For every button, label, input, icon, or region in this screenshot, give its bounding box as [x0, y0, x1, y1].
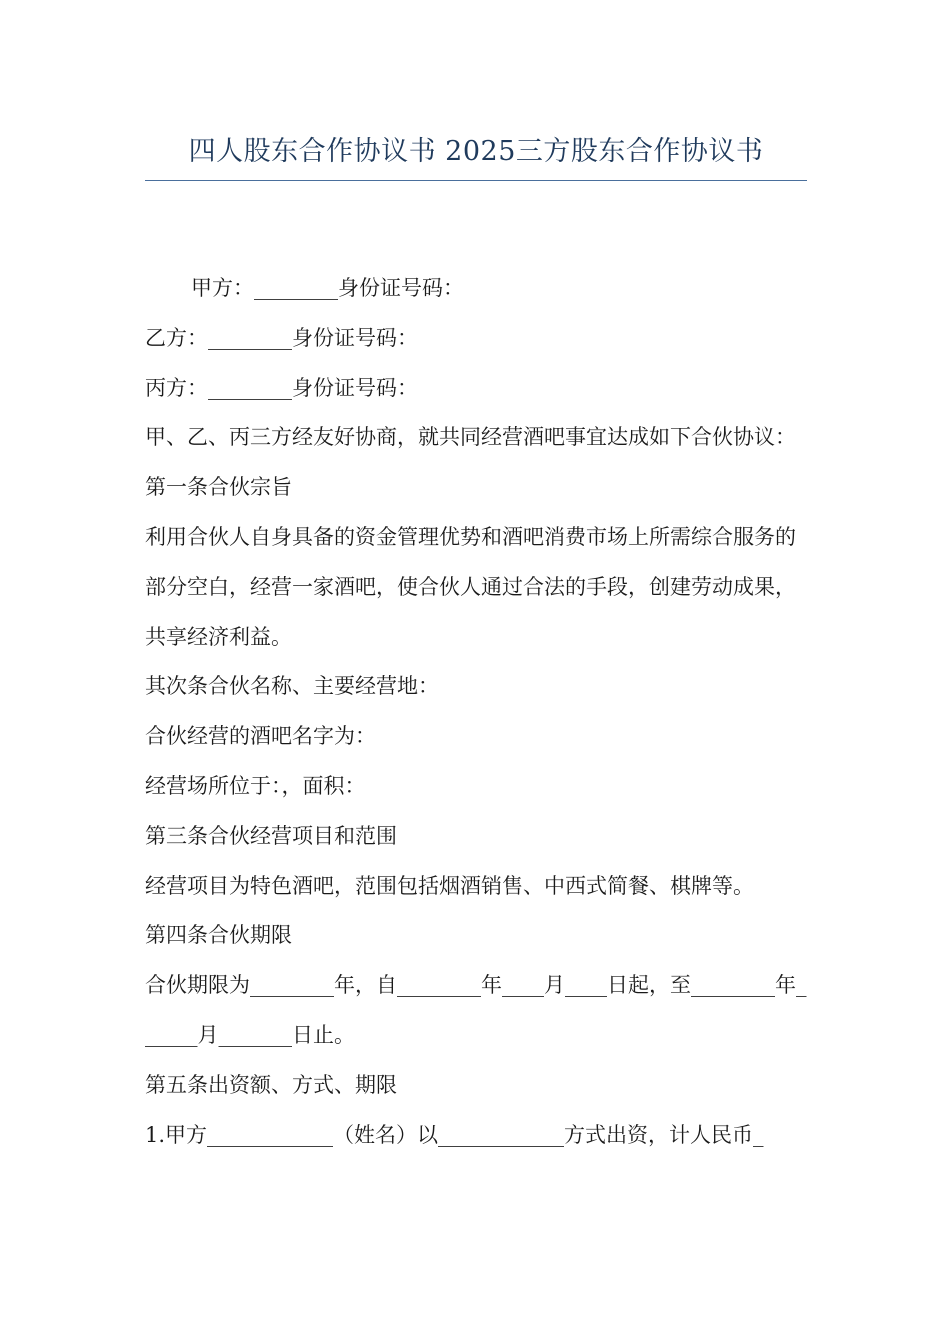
article-3-body: 经营项目为特色酒吧，范围包括烟酒销售、中西式简餐、棋牌等。	[145, 873, 754, 898]
article-5-item-1: 1.甲方____________（姓名）以____________方式出资，计人民币_	[145, 1122, 764, 1147]
article-4-body: 合伙期限为________年，自________年____月____日起，至________年______月_______日止。	[145, 973, 807, 1047]
party-c-line: 丙方：________身份证号码：	[145, 375, 418, 400]
title-underline	[145, 180, 807, 181]
preamble-paragraph: 甲、乙、丙三方经友好协商，就共同经营酒吧事宜达成如下合伙协议：	[145, 425, 796, 450]
document-body	[145, 264, 807, 1160]
article-1-body: 利用合伙人自身具备的资金管理优势和酒吧消费市场上所需综合服务的部分空白，经营一家酒吧，使合伙人通过合法的手段，创建劳动成果，共享经济利益。	[145, 524, 796, 649]
article-5-heading: 第五条出资额、方式、期限	[145, 1072, 397, 1097]
premises-line: 经营场所位于：，面积：	[145, 773, 366, 798]
party-b-line: 乙方：________身份证号码：	[145, 325, 418, 350]
article-3-heading: 第三条合伙经营项目和范围	[145, 823, 397, 848]
article-1-heading: 第一条合伙宗旨	[145, 475, 292, 500]
article-4-heading: 第四条合伙期限	[145, 923, 292, 948]
document-title: 四人股东合作协议书 2025三方股东合作协议书	[188, 136, 764, 167]
article-2-heading: 其次条合伙名称、主要经营地：	[145, 674, 439, 699]
party-a-line: 甲方：________身份证号码：	[191, 276, 464, 300]
bar-name-line: 合伙经营的酒吧名字为：	[145, 724, 376, 749]
